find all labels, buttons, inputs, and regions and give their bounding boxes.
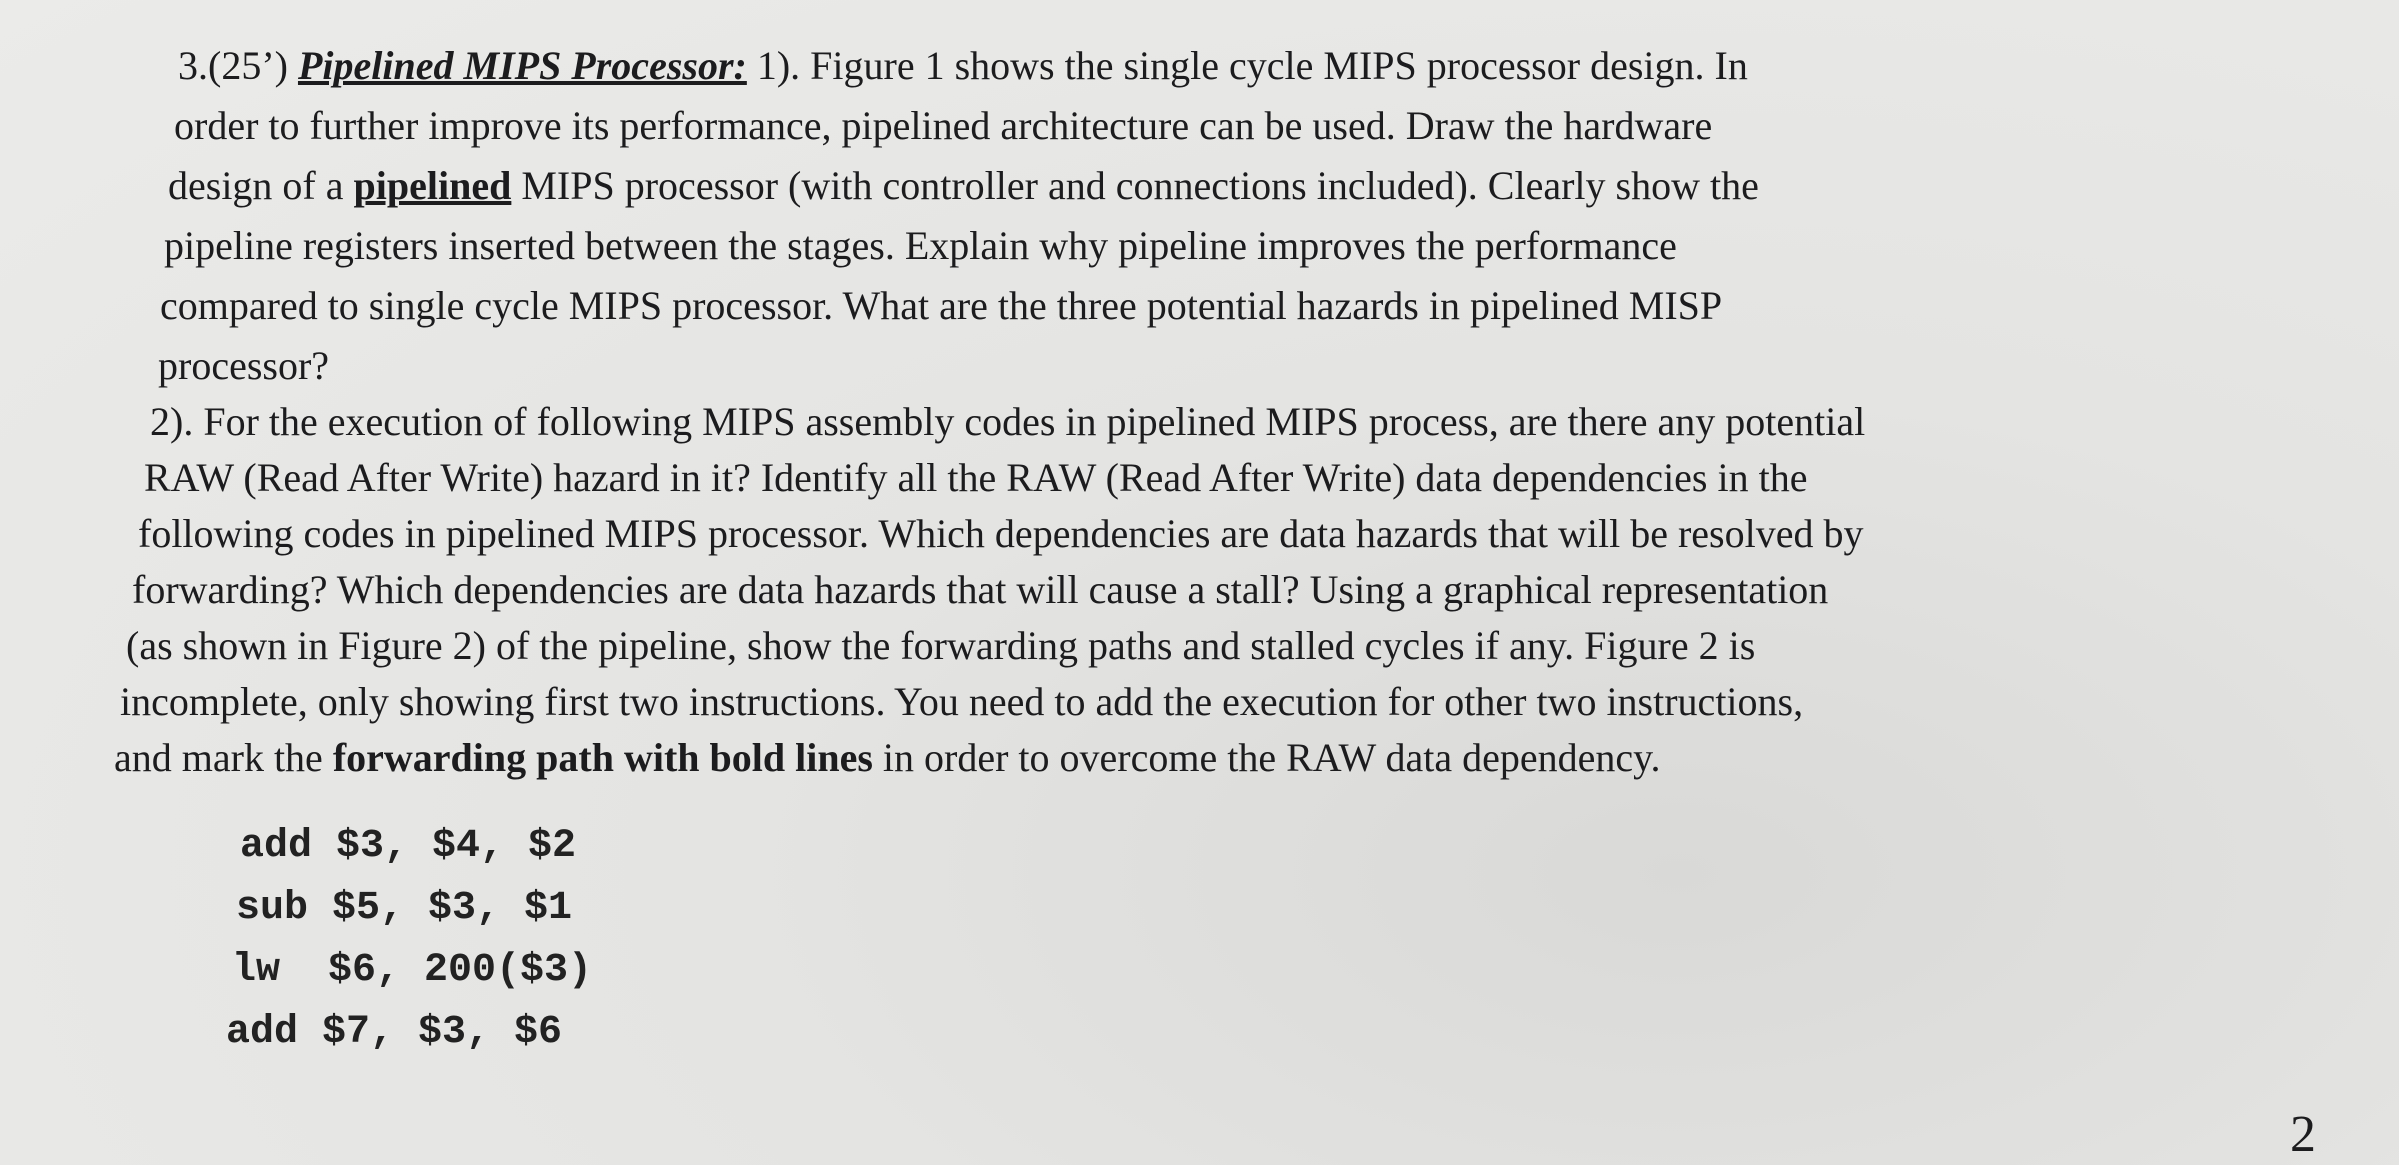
part2-line-4: forwarding? Which dependencies are data hazards that will cause a stall? Using a graphical representation (132, 567, 1829, 612)
pipelined-emphasis: pipelined (353, 163, 512, 208)
part1-line-4: pipeline registers inserted between the stages. Explain why pipeline improves the performance (164, 223, 1677, 268)
part2-line7-after: in order to overcome the RAW data dependency. (872, 735, 1661, 780)
part1-line-5: compared to single cycle MIPS processor. What are the three potential hazards in pipelined MISP (160, 283, 1723, 328)
code-line-3: lw $6, 200($3) (232, 948, 593, 993)
part1-line-2: order to further improve its performance, pipelined architecture can be used. Draw the hardware (174, 103, 1713, 148)
part2-line-7 (114, 732, 1661, 784)
part2-line-2: RAW (Read After Write) hazard in it? Identify all the RAW (Read After Write) data dependencies in the (144, 455, 1808, 500)
part2-line-5: (as shown in Figure 2) of the pipeline, show the forwarding paths and stalled cycles if any. Figure 2 is (126, 623, 1756, 668)
code-line-2: sub $5, $3, $1 (236, 886, 573, 931)
part2-line-6: incomplete, only showing first two instructions. You need to add the execution for other two instructions, (120, 679, 1804, 724)
part2-line7-before: and mark the (114, 735, 333, 780)
page-number: 2 (2290, 1106, 2316, 1163)
question-title: Pipelined MIPS Processor: (297, 43, 747, 88)
code-line-4: add $7, $3, $6 (226, 1010, 563, 1055)
part2-line-3: following codes in pipelined MIPS processor. Which dependencies are data hazards that will be resolved by (138, 511, 1864, 556)
forwarding-path-emphasis: forwarding path with bold lines (332, 735, 873, 780)
part1-line3-after: MIPS processor (with controller and connections included). Clearly show the (511, 163, 1759, 208)
part1-line1-text: 1). Figure 1 shows the single cycle MIPS processor design. In (746, 43, 1748, 88)
part1-line3-before: design of a (168, 163, 354, 208)
code-line-1: add $3, $4, $2 (240, 824, 577, 869)
question-line-1 (178, 40, 1748, 92)
part2-line-1: 2). For the execution of following MIPS assembly codes in pipelined MIPS process, are there any potential (150, 399, 1866, 444)
question-number: 3.(25’) (178, 43, 298, 88)
part1-line-6: processor? (158, 343, 330, 388)
part1-line-3 (168, 160, 1759, 212)
